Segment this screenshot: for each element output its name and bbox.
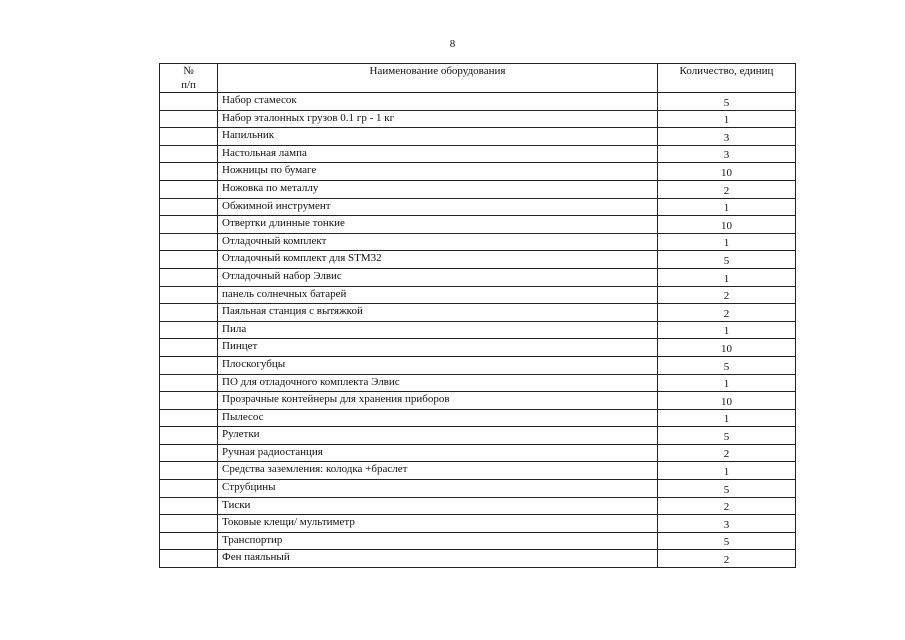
table-row — [160, 163, 796, 181]
row-number — [160, 304, 218, 322]
row-number — [160, 216, 218, 234]
row-name: Фен паяльный — [218, 550, 658, 568]
table-row — [160, 462, 796, 480]
header-number-label: № п/п — [181, 65, 196, 91]
header-name: Наименование оборудования — [218, 64, 658, 93]
row-number — [160, 374, 218, 392]
row-quantity: 3 — [658, 145, 796, 163]
table-row — [160, 233, 796, 251]
row-name: Струбцины — [218, 480, 658, 498]
row-quantity: 1 — [658, 374, 796, 392]
row-number — [160, 515, 218, 533]
row-name: Отвертки длинные тонкие — [218, 216, 658, 234]
row-quantity: 3 — [658, 128, 796, 146]
row-number — [160, 180, 218, 198]
row-quantity: 2 — [658, 180, 796, 198]
row-name: Напильник — [218, 128, 658, 146]
table-row — [160, 409, 796, 427]
row-number — [160, 110, 218, 128]
table-header-row — [160, 64, 796, 93]
table-row — [160, 550, 796, 568]
row-quantity: 5 — [658, 532, 796, 550]
row-name: Ножницы по бумаге — [218, 163, 658, 181]
row-name: Отладочный комплект для STM32 — [218, 251, 658, 269]
row-number — [160, 462, 218, 480]
row-name: Обжимной инструмент — [218, 198, 658, 216]
row-number — [160, 198, 218, 216]
table-row — [160, 374, 796, 392]
row-name: Отладочный комплект — [218, 233, 658, 251]
row-name: Пылесос — [218, 409, 658, 427]
row-quantity: 1 — [658, 233, 796, 251]
row-number — [160, 497, 218, 515]
table-row — [160, 110, 796, 128]
row-number — [160, 233, 218, 251]
row-name: Прозрачные контейнеры для хранения приборов — [218, 392, 658, 410]
row-number — [160, 409, 218, 427]
row-quantity: 3 — [658, 515, 796, 533]
table-row — [160, 286, 796, 304]
table-row — [160, 532, 796, 550]
row-number — [160, 251, 218, 269]
row-name: ПО для отладочного комплекта Элвис — [218, 374, 658, 392]
header-quantity: Количество, единиц — [658, 64, 796, 93]
row-name: Паяльная станция с вытяжкой — [218, 304, 658, 322]
row-number — [160, 339, 218, 357]
row-name: Ножовка по металлу — [218, 180, 658, 198]
table-row — [160, 444, 796, 462]
row-quantity: 10 — [658, 216, 796, 234]
table-row — [160, 180, 796, 198]
row-quantity: 5 — [658, 356, 796, 374]
row-number — [160, 163, 218, 181]
row-number — [160, 427, 218, 445]
row-number — [160, 268, 218, 286]
row-number — [160, 145, 218, 163]
table-row — [160, 515, 796, 533]
row-quantity: 2 — [658, 444, 796, 462]
row-quantity: 1 — [658, 198, 796, 216]
equipment-table — [159, 63, 796, 568]
table-row — [160, 392, 796, 410]
table-row — [160, 321, 796, 339]
row-number — [160, 392, 218, 410]
row-number — [160, 550, 218, 568]
table-row — [160, 480, 796, 498]
row-number — [160, 286, 218, 304]
row-name: Средства заземления: колодка +браслет — [218, 462, 658, 480]
table-body — [160, 93, 796, 568]
header-number — [160, 64, 218, 93]
row-name: Набор эталонных грузов 0.1 гр - 1 кг — [218, 110, 658, 128]
table-row — [160, 304, 796, 322]
table-row — [160, 145, 796, 163]
row-quantity: 2 — [658, 497, 796, 515]
row-name: Набор стамесок — [218, 93, 658, 111]
row-quantity: 1 — [658, 110, 796, 128]
table-row — [160, 198, 796, 216]
row-number — [160, 93, 218, 111]
table-row — [160, 497, 796, 515]
row-name: Ручная радиостанция — [218, 444, 658, 462]
row-quantity: 1 — [658, 268, 796, 286]
row-quantity: 2 — [658, 304, 796, 322]
row-quantity: 2 — [658, 550, 796, 568]
row-quantity: 5 — [658, 93, 796, 111]
row-name: Пила — [218, 321, 658, 339]
table-row — [160, 251, 796, 269]
row-quantity: 10 — [658, 163, 796, 181]
row-quantity: 2 — [658, 286, 796, 304]
row-number — [160, 128, 218, 146]
row-name: Транспортир — [218, 532, 658, 550]
page-number: 8 — [449, 38, 456, 50]
row-name: панель солнечных батарей — [218, 286, 658, 304]
row-number — [160, 321, 218, 339]
row-quantity: 5 — [658, 427, 796, 445]
row-number — [160, 480, 218, 498]
table-row — [160, 427, 796, 445]
row-name: Токовые клещи/ мультиметр — [218, 515, 658, 533]
row-quantity: 10 — [658, 392, 796, 410]
row-quantity: 5 — [658, 480, 796, 498]
row-quantity: 1 — [658, 409, 796, 427]
table-row — [160, 216, 796, 234]
table-row — [160, 356, 796, 374]
row-quantity: 5 — [658, 251, 796, 269]
table-row — [160, 268, 796, 286]
row-name: Рулетки — [218, 427, 658, 445]
row-quantity: 10 — [658, 339, 796, 357]
row-name: Отладочный набор Элвис — [218, 268, 658, 286]
row-number — [160, 444, 218, 462]
row-name: Настольная лампа — [218, 145, 658, 163]
row-name: Плоскогубцы — [218, 356, 658, 374]
table-row — [160, 128, 796, 146]
table-row — [160, 339, 796, 357]
row-name: Пинцет — [218, 339, 658, 357]
row-number — [160, 532, 218, 550]
row-quantity: 1 — [658, 321, 796, 339]
row-number — [160, 356, 218, 374]
row-name: Тиски — [218, 497, 658, 515]
table-row — [160, 93, 796, 111]
row-quantity: 1 — [658, 462, 796, 480]
